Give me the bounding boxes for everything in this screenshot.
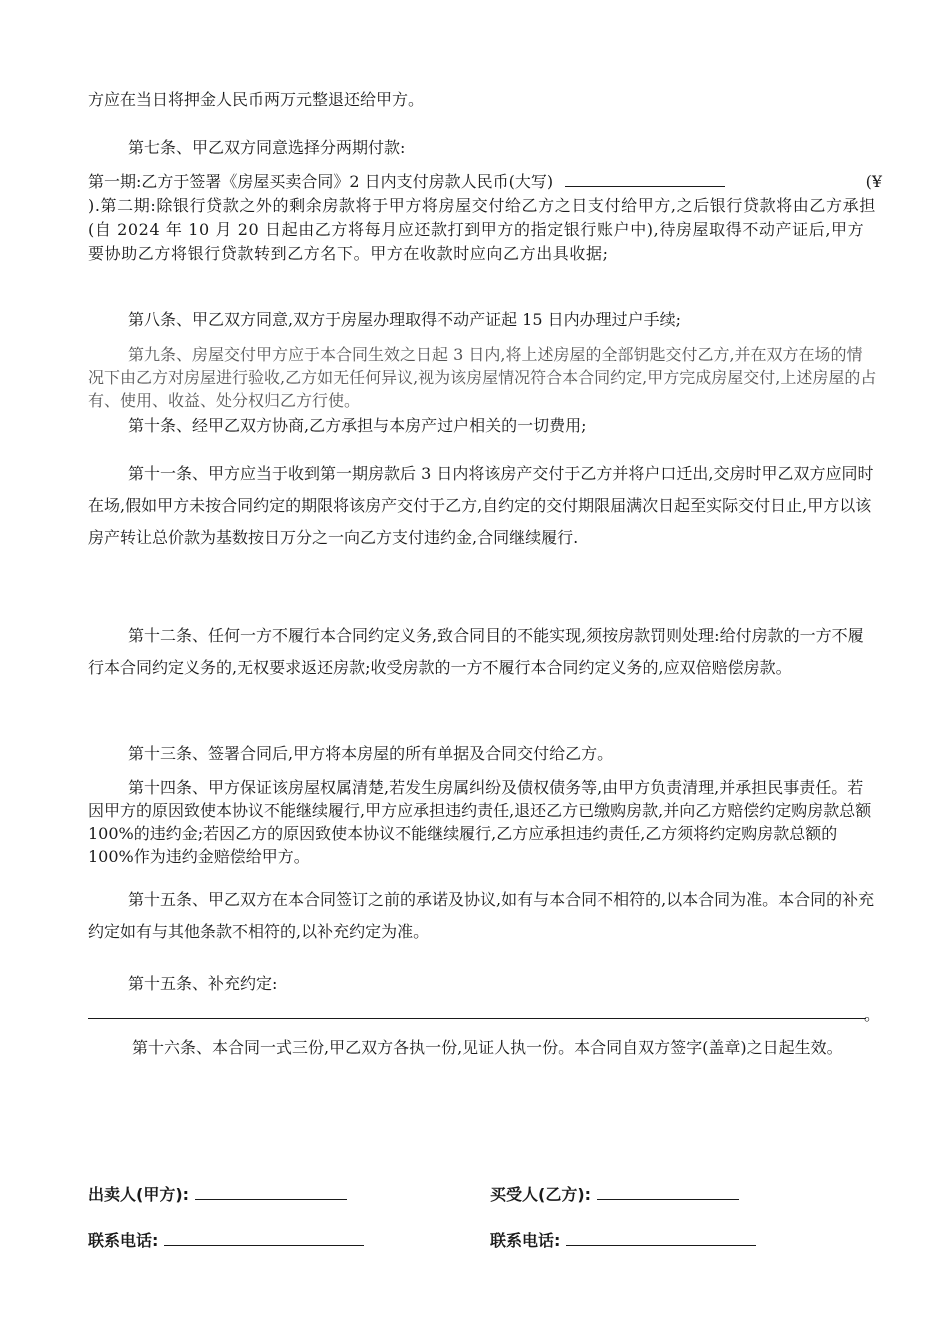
clause-9: 第九条、房屋交付甲方应于本合同生效之日起 3 日内,将上述房屋的全部钥匙交付乙方,并在双方在场的情况下由乙方对房屋进行验收,乙方如无任何异议,视为该房屋情况符合本合同约定,甲方完成房屋交付,上述房屋的占有、使用、收益、处分权归乙方行使。: [88, 345, 877, 410]
clause-8: 第八条、甲乙双方同意,双方于房屋办理取得不动产证起 15 日内办理过户手续;: [128, 310, 682, 329]
clause-7-second-installment: ).第二期:除银行贷款之外的剩余房款将于甲方将房屋交付给乙方之日支付给甲方,之后银行贷款将由乙方承担(自 2024 年 10 月 20 日起由乙方将每月应还款打到甲方的指定银行账户中),待房屋取得不动产证后,甲方要协助乙方将银行贷款转到乙方名下。甲方在收款时应向乙方出具收据;: [88, 196, 876, 263]
supplement-blank-line: [88, 1018, 866, 1019]
buyer-signature: [490, 1182, 739, 1205]
clause-7-body: [88, 170, 882, 266]
clause-15: 第十五条、甲乙双方在本合同签订之前的承诺及协议,如有与本合同不相符的,以本合同为准。本合同的补充约定如有与其他条款不相符的,以补充约定为准。: [88, 890, 875, 941]
seller-signature: [88, 1182, 347, 1205]
buyer-signature-line: [597, 1183, 739, 1200]
buyer-phone-label: 联系电话:: [490, 1231, 561, 1250]
supplement-period: 。: [864, 1005, 881, 1024]
clause-13: 第十三条、签署合同后,甲方将本房屋的所有单据及合同交付给乙方。: [128, 744, 614, 763]
clause-7-first-line: [88, 170, 882, 194]
buyer-phone: [490, 1228, 756, 1251]
clause-7-heading: 第七条、甲乙双方同意选择分两期付款:: [128, 138, 406, 157]
buyer-label: 买受人(乙方):: [490, 1185, 592, 1204]
amount-blank-line: [565, 170, 725, 187]
buyer-phone-line: [566, 1229, 756, 1246]
clause-14: 第十四条、甲方保证该房屋权属清楚,若发生房属纠纷及债权债务等,由甲方负责清理,并承担民事责任。若因甲方的原因致使本协议不能继续履行,甲方应承担违约责任,退还乙方已缴购房款,并向乙方赔偿约定购房款总额 100%的违约金;若因乙方的原因致使本协议不能继续履行,乙方应承担违约责任,乙方须将约定购房款总额的 100%作为违约金赔偿给甲方。: [88, 778, 872, 866]
clause-7-first-installment: 第一期:乙方于签署《房屋买卖合同》2 日内支付房款人民币(大写): [88, 172, 554, 191]
yen-open: (¥: [865, 172, 882, 191]
clause-11: 第十一条、甲方应当于收到第一期房款后 3 日内将该房产交付于乙方并将户口迁出,交房时甲乙双方应同时在场,假如甲方未按合同约定的期限将该房产交付于乙方,自约定的交付期限届满次日起至实际交付日止,甲方以该房产转让总价款为基数按日万分之一向乙方支付违约金,合同继续履行.: [88, 464, 874, 547]
clause-10: 第十条、经甲乙双方协商,乙方承担与本房产过户相关的一切费用;: [128, 416, 587, 435]
paragraph-refund-deposit: 方应在当日将押金人民币两万元整退还给甲方。: [88, 90, 425, 109]
clause-12: 第十二条、任何一方不履行本合同约定义务,致合同目的不能实现,须按房款罚则处理:给付房款的一方不履行本合同约定义务的,无权要求返还房款;收受房款的一方不履行本合同约定义务的,应双倍赔偿房款。: [88, 626, 864, 677]
seller-signature-line: [195, 1183, 347, 1200]
seller-phone-line: [164, 1229, 364, 1246]
clause-15-supplement: 第十五条、补充约定:: [128, 974, 278, 993]
clause-16: 第十六条、本合同一式三份,甲乙双方各执一份,见证人执一份。本合同自双方签字(盖章)之日起生效。: [132, 1038, 843, 1057]
seller-phone: [88, 1228, 364, 1251]
seller-phone-label: 联系电话:: [88, 1231, 159, 1250]
seller-label: 出卖人(甲方):: [88, 1185, 190, 1204]
